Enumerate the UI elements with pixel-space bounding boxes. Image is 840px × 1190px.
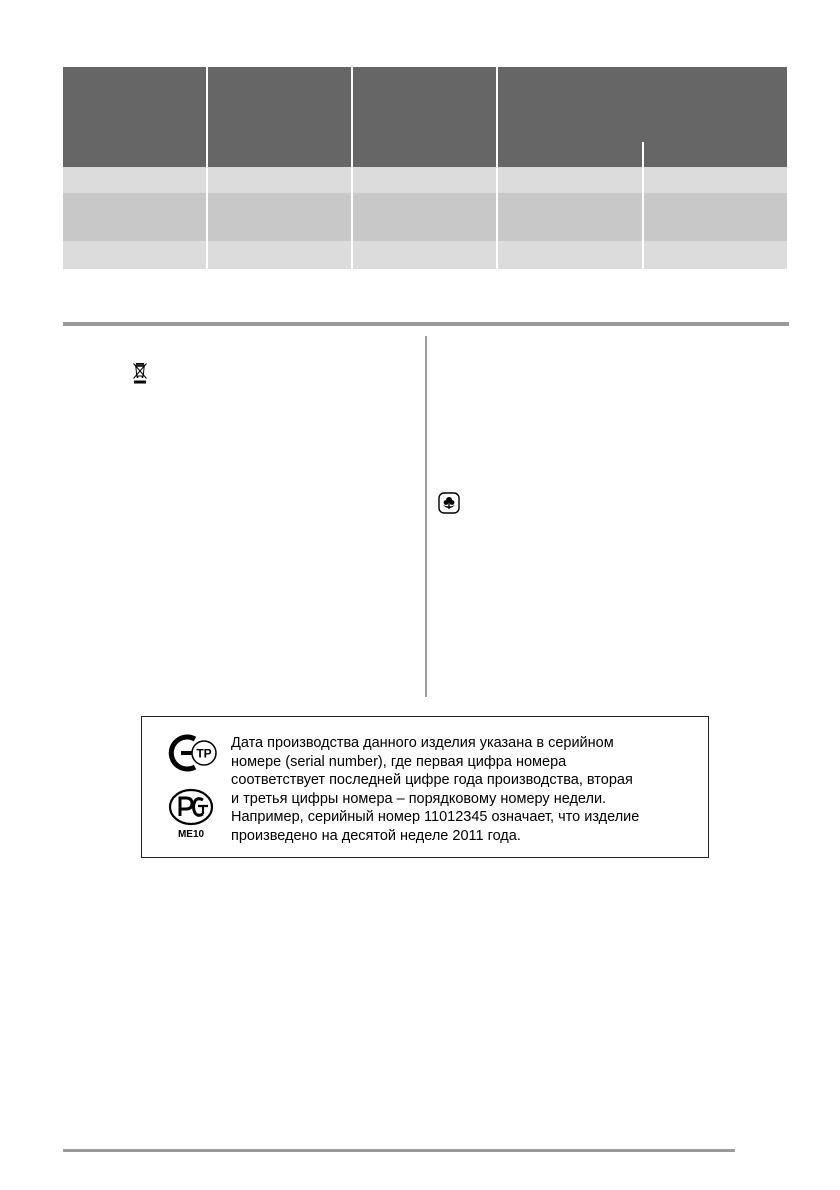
table-cell	[208, 167, 353, 193]
table-cell	[498, 167, 644, 193]
table-cell	[644, 241, 787, 269]
notice-line: произведено на десятой неделе 2011 года.	[231, 827, 521, 844]
table-cell	[644, 167, 787, 193]
table-cell	[498, 241, 644, 269]
notice-line: Дата производства данного изделия указана в серийном	[231, 735, 614, 751]
flower-icon	[438, 492, 460, 514]
notice-text	[231, 734, 701, 846]
table-cell	[353, 167, 498, 193]
table-row	[63, 167, 787, 193]
column-divider	[425, 336, 427, 697]
table-header-cell	[353, 67, 498, 167]
mark-code: ME10	[177, 829, 205, 840]
table-header-cell	[63, 67, 208, 167]
spec-table	[63, 67, 787, 269]
table-header-row	[63, 67, 787, 167]
eac-logo-icon	[165, 733, 219, 773]
table-header-cell	[208, 67, 353, 167]
pct-logo-icon	[167, 787, 215, 827]
table-cell	[353, 193, 498, 241]
table-header-subdivider	[642, 142, 644, 167]
notice-line: соответствует последней цифре года производства, вторая	[231, 772, 633, 789]
table-cell	[208, 193, 353, 241]
section-divider	[63, 322, 789, 326]
notice-line: и третья цифры номера – порядковому номеру недели.	[231, 790, 607, 807]
table-cell	[353, 241, 498, 269]
certification-notice	[141, 716, 709, 858]
crossed-out-bin-icon	[132, 362, 148, 384]
table-cell	[644, 193, 787, 241]
table-cell	[63, 193, 208, 241]
table-cell	[498, 193, 644, 241]
notice-line: Например, серийный номер 11012345 означает, что изделие	[231, 809, 640, 826]
svg-text:ТР: ТР	[196, 746, 212, 761]
table-row	[63, 241, 787, 269]
table-cell	[63, 241, 208, 269]
footer-divider	[63, 1149, 735, 1152]
table-cell	[208, 241, 353, 269]
table-cell	[63, 167, 208, 193]
notice-line: номере (serial number), где первая цифра номера	[231, 753, 567, 770]
table-row	[63, 193, 787, 241]
